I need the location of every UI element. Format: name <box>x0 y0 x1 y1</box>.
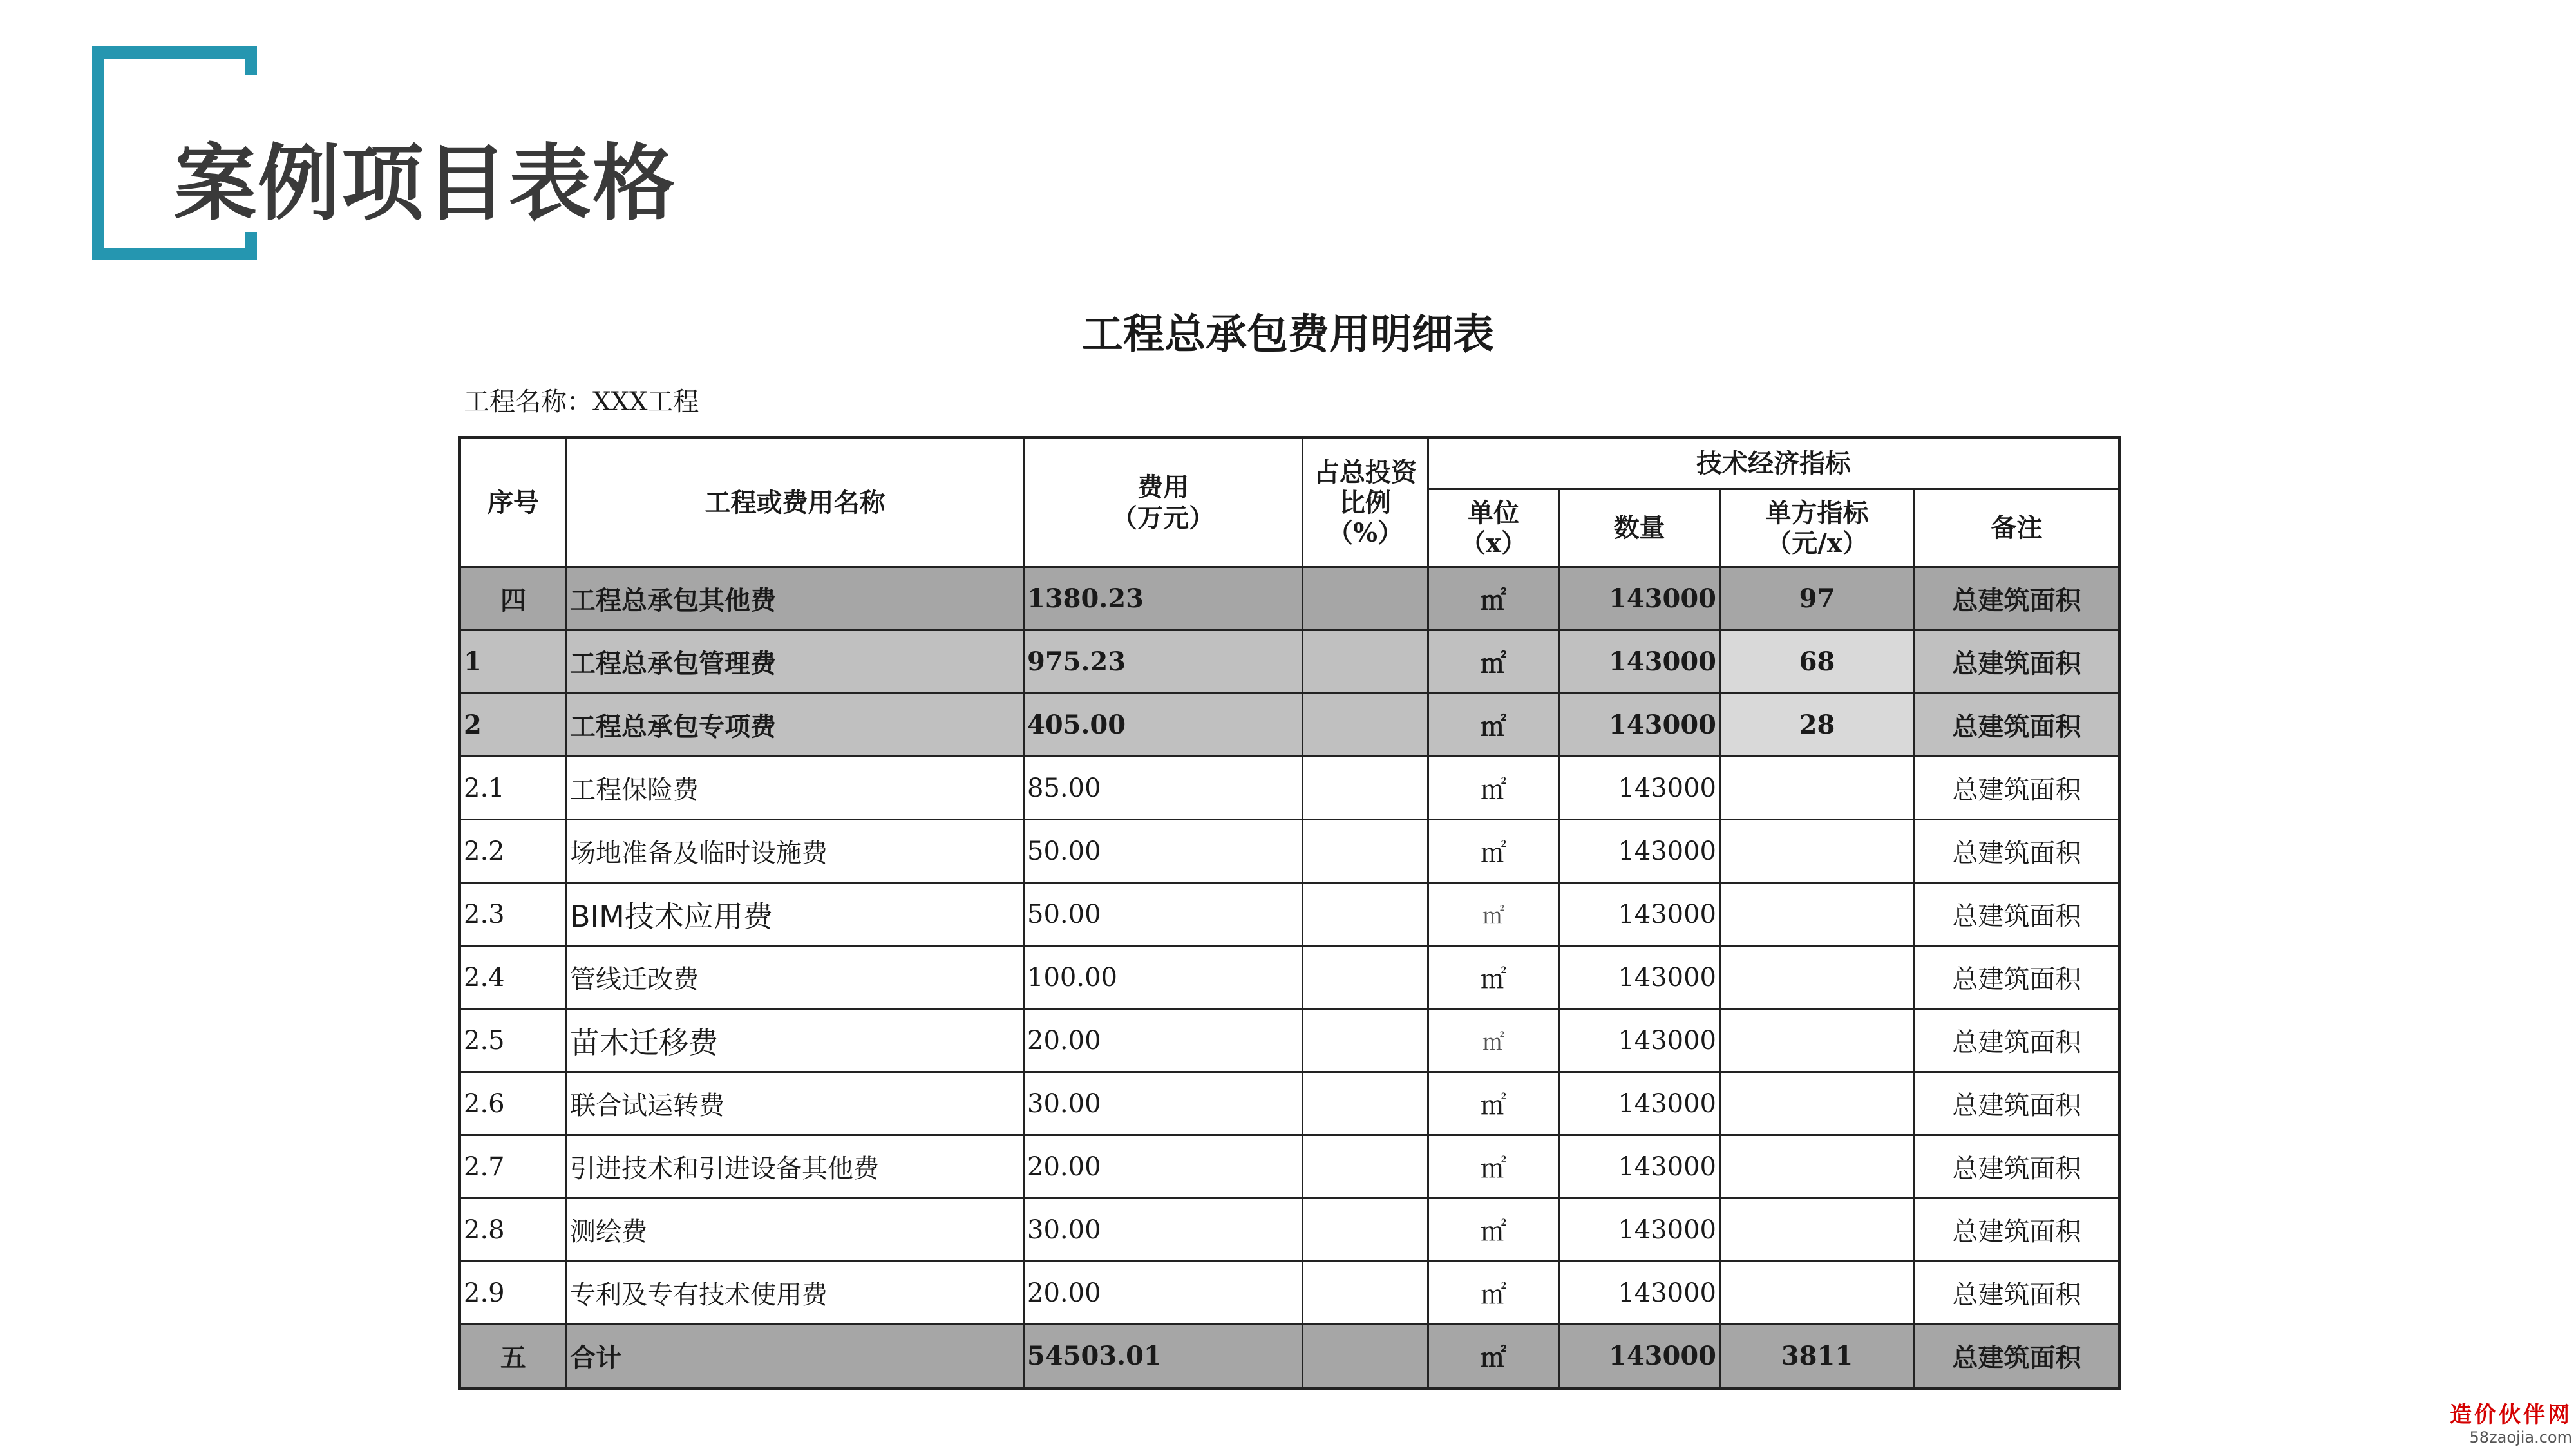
cell-ratio <box>1303 1262 1428 1325</box>
bracket-top-tick <box>245 46 257 75</box>
cell-cost: 975.23 <box>1024 630 1303 694</box>
cell-seq: 1 <box>460 630 567 694</box>
table-row <box>460 883 2120 946</box>
table-title: 工程总承包费用明细表 <box>1082 310 1494 359</box>
cell-ratio <box>1303 1009 1428 1072</box>
cell-seq: 五 <box>460 1325 567 1388</box>
header-name: 工程或费用名称 <box>567 438 1024 567</box>
cell-name: 工程总承包其他费 <box>567 567 1024 630</box>
cell-unit: ㎡ <box>1428 757 1559 820</box>
cell-index: 28 <box>1720 694 1915 757</box>
cell-cost: 50.00 <box>1024 883 1303 946</box>
cell-note: 总建筑面积 <box>1915 883 2120 946</box>
cell-note: 总建筑面积 <box>1915 1135 2120 1198</box>
cell-unit: ㎡ <box>1428 1262 1559 1325</box>
cell-qty: 143000 <box>1559 883 1720 946</box>
cell-unit: ㎡ <box>1428 567 1559 630</box>
cell-cost: 20.00 <box>1024 1135 1303 1198</box>
table-row <box>460 694 2120 757</box>
cell-name: 场地准备及临时设施费 <box>567 820 1024 883</box>
cell-cost: 30.00 <box>1024 1198 1303 1262</box>
cell-unit: ㎡ <box>1428 630 1559 694</box>
cell-note: 总建筑面积 <box>1915 1072 2120 1135</box>
cell-seq: 2.8 <box>460 1198 567 1262</box>
cell-name: 合计 <box>567 1325 1024 1388</box>
header-cost <box>1024 438 1303 567</box>
cell-cost: 30.00 <box>1024 1072 1303 1135</box>
cell-cost: 54503.01 <box>1024 1325 1303 1388</box>
table-row <box>460 757 2120 820</box>
cell-index <box>1720 1009 1915 1072</box>
cell-seq: 2 <box>460 694 567 757</box>
cell-qty: 143000 <box>1559 1262 1720 1325</box>
header-row-1 <box>460 438 2120 489</box>
cell-ratio <box>1303 946 1428 1009</box>
header-unit-line2: （x） <box>1460 528 1527 558</box>
cell-unit: ㎡ <box>1428 883 1559 946</box>
cell-qty: 143000 <box>1559 1135 1720 1198</box>
header-ratio-line3: （%） <box>1327 518 1403 549</box>
watermark-sub: 58zaojia.com <box>2469 1428 2572 1446</box>
cell-note: 总建筑面积 <box>1915 1262 2120 1325</box>
cell-ratio <box>1303 1325 1428 1388</box>
header-ratio <box>1303 438 1428 567</box>
cell-unit: ㎡ <box>1428 1325 1559 1388</box>
cell-unit: ㎡ <box>1428 1135 1559 1198</box>
cell-qty: 143000 <box>1559 1072 1720 1135</box>
project-name: 工程名称：XXX工程 <box>464 387 699 417</box>
cell-cost: 50.00 <box>1024 820 1303 883</box>
cell-note: 总建筑面积 <box>1915 1009 2120 1072</box>
cell-name: 引进技术和引进设备其他费 <box>567 1135 1024 1198</box>
cell-index: 3811 <box>1720 1325 1915 1388</box>
table-row <box>460 1072 2120 1135</box>
cell-note: 总建筑面积 <box>1915 757 2120 820</box>
cell-note: 总建筑面积 <box>1915 694 2120 757</box>
cell-qty: 143000 <box>1559 1009 1720 1072</box>
cell-index: 68 <box>1720 630 1915 694</box>
header-cost-line1: 费用 <box>1137 472 1189 503</box>
header-ratio-line1: 占总投资 <box>1314 457 1417 488</box>
cell-index <box>1720 820 1915 883</box>
cell-cost: 20.00 <box>1024 1262 1303 1325</box>
header-unit-line1: 单位 <box>1468 497 1519 528</box>
header-unit-index <box>1720 489 1915 567</box>
header-unit-index-line1: 单方指标 <box>1765 497 1869 528</box>
cell-ratio <box>1303 1135 1428 1198</box>
cell-cost: 85.00 <box>1024 757 1303 820</box>
cell-seq: 2.5 <box>460 1009 567 1072</box>
table-row-total <box>460 1325 2120 1388</box>
cell-note: 总建筑面积 <box>1915 567 2120 630</box>
header-note: 备注 <box>1915 489 2120 567</box>
cell-ratio <box>1303 757 1428 820</box>
cell-unit: ㎡ <box>1428 1009 1559 1072</box>
cell-unit: ㎡ <box>1428 1072 1559 1135</box>
cell-name: 工程总承包管理费 <box>567 630 1024 694</box>
cell-seq: 2.7 <box>460 1135 567 1198</box>
header-seq: 序号 <box>460 438 567 567</box>
cell-index <box>1720 883 1915 946</box>
cell-index <box>1720 1262 1915 1325</box>
cost-detail-table <box>458 436 2121 1390</box>
cell-note: 总建筑面积 <box>1915 820 2120 883</box>
cell-qty: 143000 <box>1559 630 1720 694</box>
watermark-logo <box>2450 1397 2572 1446</box>
header-cost-line2: （万元） <box>1112 502 1215 533</box>
table-row <box>460 1198 2120 1262</box>
cell-ratio <box>1303 820 1428 883</box>
cell-cost: 100.00 <box>1024 946 1303 1009</box>
cell-seq: 2.2 <box>460 820 567 883</box>
cell-note: 总建筑面积 <box>1915 1198 2120 1262</box>
cell-seq: 四 <box>460 567 567 630</box>
cell-qty: 143000 <box>1559 1325 1720 1388</box>
cell-index <box>1720 1135 1915 1198</box>
cell-seq: 2.6 <box>460 1072 567 1135</box>
cell-note: 总建筑面积 <box>1915 946 2120 1009</box>
cell-seq: 2.3 <box>460 883 567 946</box>
cell-qty: 143000 <box>1559 757 1720 820</box>
cell-name: 专利及专有技术使用费 <box>567 1262 1024 1325</box>
bracket-bottom-tick <box>245 232 257 260</box>
cell-ratio <box>1303 1072 1428 1135</box>
cell-ratio <box>1303 883 1428 946</box>
table-row <box>460 1009 2120 1072</box>
cell-unit: ㎡ <box>1428 694 1559 757</box>
cell-index <box>1720 1072 1915 1135</box>
watermark-main: 造价伙伴网 <box>2450 1402 2572 1428</box>
cell-qty: 143000 <box>1559 820 1720 883</box>
cell-name: 工程保险费 <box>567 757 1024 820</box>
header-unit-index-line2: （元/x） <box>1766 528 1868 558</box>
table-row <box>460 1262 2120 1325</box>
cell-name: 工程总承包专项费 <box>567 694 1024 757</box>
cell-ratio <box>1303 630 1428 694</box>
cell-ratio <box>1303 567 1428 630</box>
header-tech-group: 技术经济指标 <box>1428 438 2120 489</box>
cell-index <box>1720 946 1915 1009</box>
cell-unit: ㎡ <box>1428 820 1559 883</box>
slide-title: 案例项目表格 <box>174 136 677 232</box>
table-row <box>460 567 2120 630</box>
table-row <box>460 1135 2120 1198</box>
cell-name: 管线迁改费 <box>567 946 1024 1009</box>
cell-index <box>1720 1198 1915 1262</box>
cell-qty: 143000 <box>1559 946 1720 1009</box>
cell-seq: 2.4 <box>460 946 567 1009</box>
header-ratio-line2: 比例 <box>1340 487 1391 518</box>
table-row <box>460 630 2120 694</box>
cell-qty: 143000 <box>1559 694 1720 757</box>
cell-index <box>1720 757 1915 820</box>
table-row <box>460 820 2120 883</box>
cell-seq: 2.1 <box>460 757 567 820</box>
cell-ratio <box>1303 1198 1428 1262</box>
cell-index: 97 <box>1720 567 1915 630</box>
cell-name: 联合试运转费 <box>567 1072 1024 1135</box>
cell-cost: 20.00 <box>1024 1009 1303 1072</box>
cell-qty: 143000 <box>1559 567 1720 630</box>
cell-cost: 405.00 <box>1024 694 1303 757</box>
cell-cost: 1380.23 <box>1024 567 1303 630</box>
cell-note: 总建筑面积 <box>1915 1325 2120 1388</box>
header-qty: 数量 <box>1559 489 1720 567</box>
cell-unit: ㎡ <box>1428 1198 1559 1262</box>
cell-name: 测绘费 <box>567 1198 1024 1262</box>
cell-name: 苗木迁移费 <box>567 1009 1024 1072</box>
cell-seq: 2.9 <box>460 1262 567 1325</box>
table-row <box>460 946 2120 1009</box>
cell-note: 总建筑面积 <box>1915 630 2120 694</box>
cell-ratio <box>1303 694 1428 757</box>
cell-qty: 143000 <box>1559 1198 1720 1262</box>
cell-unit: ㎡ <box>1428 946 1559 1009</box>
cell-name: BIM技术应用费 <box>567 883 1024 946</box>
header-unit <box>1428 489 1559 567</box>
